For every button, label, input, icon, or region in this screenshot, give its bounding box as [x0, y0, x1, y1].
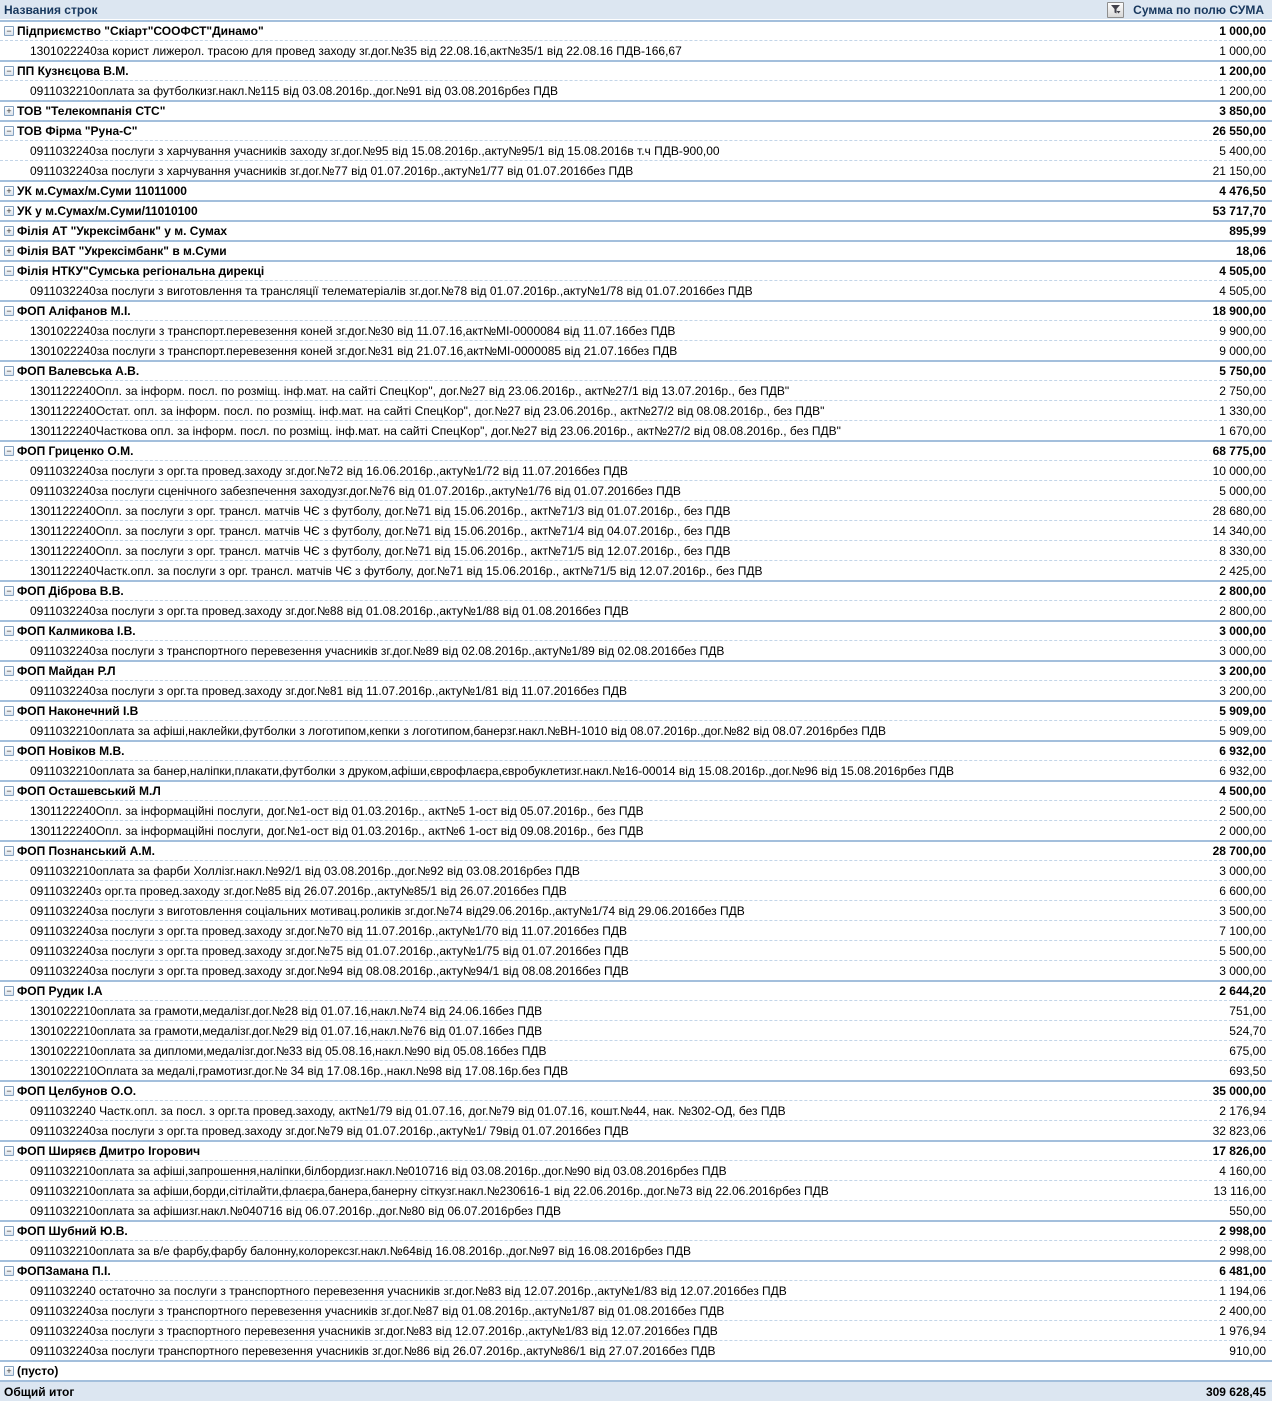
value-header-group [1107, 2, 1272, 18]
group-row[interactable] [0, 580, 1272, 600]
row-value: 2 800,00 [1219, 584, 1266, 598]
detail-row[interactable] [0, 540, 1272, 560]
detail-row[interactable] [0, 760, 1272, 780]
detail-row[interactable] [0, 680, 1272, 700]
detail-row[interactable] [0, 720, 1272, 740]
row-value: 4 505,00 [1219, 283, 1266, 298]
collapse-icon[interactable]: − [4, 586, 14, 596]
row-label: Філія АТ "Укрексімбанк" у м. Сумах [17, 224, 228, 238]
collapse-icon[interactable]: − [4, 786, 14, 796]
detail-row[interactable] [0, 820, 1272, 840]
row-value: 3 000,00 [1219, 963, 1266, 978]
row-value: 6 932,00 [1219, 763, 1266, 778]
header-row [0, 0, 1272, 20]
detail-row[interactable] [0, 1180, 1272, 1200]
detail-row[interactable] [0, 1300, 1272, 1320]
row-value: 35 000,00 [1212, 1084, 1266, 1098]
row-value: 2 644,20 [1219, 984, 1266, 998]
row-label: 0911032240за послуги транспортного перевезення учасників зг.дог.№86 від 26.07.2016р.,акту№86/1 від 27.07.2016без ПДВ [30, 1343, 716, 1358]
row-value: 3 000,00 [1219, 643, 1266, 658]
row-label: 1301122240Остат. опл. за інформ. посл. по розміщ. інф.мат. на сайті СпецКор", дог.№27 від 23.06.2016р., акт№27/2 від 08.08.2016р., без ПДВ" [30, 403, 825, 418]
row-value: 3 200,00 [1219, 683, 1266, 698]
row-value: 7 100,00 [1219, 923, 1266, 938]
collapse-icon[interactable]: − [4, 1086, 14, 1096]
row-label: 0911032240за послуги з орг.та провед.заходу зг.дог.№70 від 11.07.2016р.,акту№1/70 від 11.07.2016без ПДВ [30, 923, 628, 938]
detail-row[interactable] [0, 1040, 1272, 1060]
row-value: 1 194,06 [1219, 1283, 1266, 1298]
detail-row[interactable] [0, 340, 1272, 360]
collapse-icon[interactable]: − [4, 446, 14, 456]
group-row[interactable] [0, 620, 1272, 640]
detail-row[interactable] [0, 1100, 1272, 1120]
row-label: Філія ВАТ "Укрексімбанк" в м.Суми [17, 244, 227, 258]
detail-row[interactable] [0, 140, 1272, 160]
row-label: ФОП Калмикова І.В. [17, 624, 136, 638]
detail-row[interactable] [0, 460, 1272, 480]
row-label: 1301122240Опл. за послуги з орг. трансл. матчів ЧЄ з футболу, дог.№71 від 15.06.2016р., акт№71/3 від 01.07.2016р., без ПДВ [30, 503, 731, 518]
group-row[interactable] [0, 660, 1272, 680]
row-value: 895,99 [1229, 224, 1266, 238]
detail-row[interactable] [0, 960, 1272, 980]
detail-row[interactable] [0, 560, 1272, 580]
row-label: ФОП Майдан Р.Л [17, 664, 116, 678]
grand-total-row[interactable] [0, 1380, 1272, 1401]
expand-icon[interactable]: + [4, 1366, 14, 1376]
detail-row[interactable] [0, 500, 1272, 520]
row-label: ТОВ "Телекомпанія СТС" [17, 104, 166, 118]
row-label: 0911032240за послуги з транспортного перевезення учасників зг.дог.№89 від 02.08.2016р.,акту№1/89 від 02.08.2016без ПДВ [30, 643, 725, 658]
row-value: 1 330,00 [1219, 403, 1266, 418]
collapse-icon[interactable]: − [4, 366, 14, 376]
collapse-icon[interactable]: − [4, 666, 14, 676]
row-value: 9 900,00 [1219, 323, 1266, 338]
row-value: 4 476,50 [1219, 184, 1266, 198]
row-value: 1 000,00 [1219, 43, 1266, 58]
group-row[interactable] [0, 1260, 1272, 1280]
value-column-header[interactable]: Сумма по полю СУМА [1133, 2, 1264, 17]
detail-row[interactable] [0, 280, 1272, 300]
collapse-icon[interactable]: − [4, 306, 14, 316]
row-value: 6 481,00 [1219, 1264, 1266, 1278]
row-value: 751,00 [1229, 1003, 1266, 1018]
row-value: 5 909,00 [1219, 723, 1266, 738]
row-value: 693,50 [1229, 1063, 1266, 1078]
row-value: 5 500,00 [1219, 943, 1266, 958]
group-row[interactable] [0, 1360, 1272, 1380]
row-label: 1301122240Опл. за інформаційні послуги, дог.№1-ост від 01.03.2016р., акт№6 1-ост від 09.08.2016р., без ПДВ [30, 823, 644, 838]
row-value: 28 680,00 [1212, 503, 1266, 518]
detail-row[interactable] [0, 480, 1272, 500]
row-label: 0911032240за послуги з орг.та провед.заходу зг.дог.№79 від 01.07.2016р.,акту№1/ 79від 01.07.2016без ПДВ [30, 1123, 629, 1138]
row-value: 4 160,00 [1219, 1163, 1266, 1178]
filter-icon[interactable] [1107, 2, 1124, 18]
group-row[interactable] [0, 1140, 1272, 1160]
row-value: 1 976,94 [1219, 1323, 1266, 1338]
row-label: ФОП Аліфанов М.І. [17, 304, 131, 318]
row-value: 28 700,00 [1212, 844, 1266, 858]
row-label: ФОП Наконечний І.В [17, 704, 139, 718]
row-label: ФОПЗамана П.І. [17, 1264, 111, 1278]
row-label: УК м.Сумах/м.Суми 11011000 [17, 184, 187, 198]
row-value: 910,00 [1229, 1343, 1266, 1358]
row-value: 26 550,00 [1212, 124, 1266, 138]
row-value: 2 998,00 [1219, 1224, 1266, 1238]
row-label: 1301022240за послуги з транспорт.перевезення коней зг.дог.№31 від 21.07.16,акт№МІ-0000085 від 21.07.16без ПДВ [30, 343, 678, 358]
row-label: Філія НТКУ"Сумська регіональна дирекці [17, 264, 265, 278]
detail-row[interactable] [0, 1200, 1272, 1220]
collapse-icon[interactable]: − [4, 266, 14, 276]
row-value: 5 909,00 [1219, 704, 1266, 718]
grand-total-value: 309 628,45 [1205, 1384, 1266, 1399]
detail-row[interactable] [0, 1240, 1272, 1260]
expand-icon[interactable]: + [4, 106, 14, 116]
row-label: 1301022210оплата за грамоти,медалізг.дог.№29 від 01.07.16,накл.№76 від 01.07.16без ПДВ [30, 1023, 543, 1038]
group-row[interactable] [0, 1080, 1272, 1100]
row-label: ФОП Шубний Ю.В. [17, 1224, 128, 1238]
row-value: 2 998,00 [1219, 1243, 1266, 1258]
detail-row[interactable] [0, 80, 1272, 100]
row-value: 53 717,70 [1212, 204, 1266, 218]
row-label: 0911032210оплата за афішизг.накл.№040716 від 06.07.2016р.,дог.№80 від 06.07.2016рбез ПДВ [30, 1203, 561, 1218]
group-row[interactable] [0, 980, 1272, 1000]
row-label: 0911032240 остаточно за послуги з транспортного перевезення учасників зг.дог.№83 від 12.07.2016р.,акту№1/83 від 12.07.2016без ПДВ [30, 1283, 787, 1298]
row-value: 2 425,00 [1219, 563, 1266, 578]
group-row[interactable] [0, 200, 1272, 220]
row-value: 1 200,00 [1219, 83, 1266, 98]
row-value: 2 176,94 [1219, 1103, 1266, 1118]
row-label: 0911032240за послуги з траспортного перевезення учасників зг.дог.№83 від 12.07.2016р.,акту№1/83 від 12.07.2016без ПДВ [30, 1323, 718, 1338]
row-value: 6 932,00 [1219, 744, 1266, 758]
row-label: ФОП Рудик І.А [17, 984, 103, 998]
group-row[interactable] [0, 700, 1272, 720]
row-label: ФОП Гриценко О.М. [17, 444, 134, 458]
row-label: ФОП Осташевський М.Л [17, 784, 161, 798]
grand-total-label: Общий итог [4, 1384, 75, 1399]
group-row[interactable] [0, 780, 1272, 800]
row-label: ПП Кузнєцова В.М. [17, 64, 129, 78]
row-value: 3 200,00 [1219, 664, 1266, 678]
collapse-icon[interactable]: − [4, 126, 14, 136]
row-label: ФОП Валевська А.В. [17, 364, 140, 378]
row-value: 21 150,00 [1212, 163, 1266, 178]
row-value: 2 400,00 [1219, 1303, 1266, 1318]
row-value: 524,70 [1229, 1023, 1266, 1038]
detail-row[interactable] [0, 320, 1272, 340]
collapse-icon[interactable]: − [4, 846, 14, 856]
row-label: (пусто) [17, 1364, 59, 1378]
group-row[interactable] [0, 100, 1272, 120]
detail-row[interactable] [0, 920, 1272, 940]
detail-row[interactable] [0, 1340, 1272, 1360]
funnel-glyph [1110, 4, 1121, 15]
pivot-rows [0, 20, 1272, 1380]
row-value: 2 500,00 [1219, 803, 1266, 818]
detail-row[interactable] [0, 160, 1272, 180]
row-label: 0911032210оплата за афіші,запрошення,наліпки,білбордизг.накл.№010716 від 03.08.2016р.,дог.№90 від 03.08.2016рбез ПДВ [30, 1163, 727, 1178]
group-row[interactable] [0, 300, 1272, 320]
row-value: 550,00 [1229, 1203, 1266, 1218]
row-value: 1 670,00 [1219, 423, 1266, 438]
detail-row[interactable] [0, 40, 1272, 60]
row-label: 1301122240Часткова опл. за інформ. посл. по розміщ. інф.мат. на сайті СпецКор", дог.№27 від 23.06.2016р., акт№27/2 від 08.08.2016р., без ПДВ" [30, 423, 841, 438]
detail-row[interactable] [0, 1120, 1272, 1140]
collapse-icon[interactable]: − [4, 1266, 14, 1276]
collapse-icon[interactable]: − [4, 706, 14, 716]
row-label: 0911032210оплата за фарби Холлізг.накл.№92/1 від 03.08.2016р.,дог.№92 від 03.08.2016рбез ПДВ [30, 863, 580, 878]
row-label: ФОП Новіков М.В. [17, 744, 125, 758]
row-label: Підприємство "Скіарт"СООФСТ"Динамо" [17, 24, 264, 38]
group-row[interactable] [0, 60, 1272, 80]
group-row[interactable] [0, 1220, 1272, 1240]
row-value: 4 500,00 [1219, 784, 1266, 798]
detail-row[interactable] [0, 400, 1272, 420]
row-label: 0911032240за послуги з харчування учасників заходу зг.дог.№95 від 15.08.2016р.,акту№95/1 від 15.08.2016в т.ч ПДВ-900,00 [30, 143, 720, 158]
collapse-icon[interactable]: − [4, 26, 14, 36]
row-value: 10 000,00 [1212, 463, 1266, 478]
row-value: 6 600,00 [1219, 883, 1266, 898]
collapse-icon[interactable]: − [4, 746, 14, 756]
row-label: ФОП Ширяєв Дмитро Ігорович [17, 1144, 201, 1158]
row-label: ФОП Діброва В.В. [17, 584, 124, 598]
detail-row[interactable] [0, 1320, 1272, 1340]
row-label: 0911032240за послуги з орг.та провед.заходу зг.дог.№94 від 08.08.2016р.,акту№94/1 від 08.08.2016без ПДВ [30, 963, 629, 978]
row-label: 1301122240Опл. за послуги з орг. трансл. матчів ЧЄ з футболу, дог.№71 від 15.06.2016р., акт№71/4 від 04.07.2016р., без ПДВ [30, 523, 731, 538]
row-label: 0911032240за послуги з орг.та провед.заходу зг.дог.№88 від 01.08.2016р.,акту№1/88 від 01.08.2016без ПДВ [30, 603, 629, 618]
detail-row[interactable] [0, 860, 1272, 880]
row-value: 2 000,00 [1219, 823, 1266, 838]
collapse-icon[interactable]: − [4, 66, 14, 76]
expand-icon[interactable]: + [4, 206, 14, 216]
group-row[interactable] [0, 440, 1272, 460]
group-row[interactable] [0, 120, 1272, 140]
row-label: 1301122240Опл. за інформ. посл. по розміщ. інф.мат. на сайті СпецКор", дог.№27 від 23.06.2016р., акт№27/1 від 13.07.2016р., без ПДВ" [30, 383, 790, 398]
row-label: 1301022210оплата за грамоти,медалізг.дог.№28 від 01.07.16,накл.№74 від 24.06.16без ПДВ [30, 1003, 543, 1018]
group-row[interactable] [0, 220, 1272, 240]
row-value: 5 400,00 [1219, 143, 1266, 158]
row-label: 1301122240Опл. за інформаційні послуги, дог.№1-ост від 01.03.2016р., акт№5 1-ост від 05.07.2016р., без ПДВ [30, 803, 644, 818]
detail-row[interactable] [0, 1160, 1272, 1180]
group-row[interactable] [0, 240, 1272, 260]
expand-icon[interactable]: + [4, 186, 14, 196]
row-value: 3 000,00 [1219, 624, 1266, 638]
row-value: 4 505,00 [1219, 264, 1266, 278]
row-value: 3 000,00 [1219, 863, 1266, 878]
row-label: 0911032240за послуги з орг.та провед.заходу зг.дог.№75 від 01.07.2016р.,акту№1/75 від 01.07.2016без ПДВ [30, 943, 629, 958]
row-value: 68 775,00 [1212, 444, 1266, 458]
row-label: 0911032240за послуги з виготовлення та трансляції телематеріалів зг.дог.№78 від 01.07.2016р.,акту№1/78 від 01.07.2016без ПДВ [30, 283, 753, 298]
row-label: 0911032210оплата за в/е фарбу,фарбу балонну,колорексзг.накл.№64від 16.08.2016р.,дог.№97 від 16.08.2016рбез ПДВ [30, 1243, 692, 1258]
row-value: 8 330,00 [1219, 543, 1266, 558]
detail-row[interactable] [0, 940, 1272, 960]
row-label: 0911032240за послуги з орг.та провед.заходу зг.дог.№72 від 16.06.2016р.,акту№1/72 від 11.07.2016без ПДВ [30, 463, 628, 478]
row-value: 2 800,00 [1219, 603, 1266, 618]
row-label: 0911032240з орг.та провед.заходу зг.дог.№85 від 26.07.2016р.,акту№85/1 від 26.07.2016без ПДВ [30, 883, 567, 898]
row-label: 0911032240за послуги з транспортного перевезення учасників зг.дог.№87 від 01.08.2016р.,акту№1/87 від 01.08.2016без ПДВ [30, 1303, 725, 1318]
row-label: ТОВ Фірма "Руна-С" [17, 124, 138, 138]
row-value: 9 000,00 [1219, 343, 1266, 358]
row-value: 675,00 [1229, 1043, 1266, 1058]
detail-row[interactable] [0, 600, 1272, 620]
row-value: 14 340,00 [1212, 523, 1266, 538]
row-value: 2 750,00 [1219, 383, 1266, 398]
row-label: УК у м.Сумах/м.Суми/11010100 [17, 204, 198, 218]
row-label: 0911032240за послуги з харчування учасників зг.дог.№77 від 01.07.2016р.,акту№1/77 від 01.07.2016без ПДВ [30, 163, 634, 178]
expand-icon[interactable]: + [4, 246, 14, 256]
collapse-icon[interactable]: − [4, 626, 14, 636]
row-label: 0911032210оплата за афіші,наклейки,футболки з логотипом,кепки з логотипом,банерзг.накл.№ВН-1010 від 08.07.2016р.,дог.№82 від 08.07.2016рбез ПДВ [30, 723, 886, 738]
row-label: ФОП Познанський А.М. [17, 844, 155, 858]
row-label: 1301122240Опл. за послуги з орг. трансл. матчів ЧЄ з футболу, дог.№71 від 15.06.2016р., акт№71/5 від 12.07.2016р., без ПДВ [30, 543, 731, 558]
row-label: 0911032240за послуги з виготовлення соціальних мотивац.роликів зг.дог.№74 від29.06.2016р.,акту№1/74 від 29.06.2016без ПДВ [30, 903, 745, 918]
row-value: 18 900,00 [1212, 304, 1266, 318]
group-row[interactable] [0, 360, 1272, 380]
row-value: 5 750,00 [1219, 364, 1266, 378]
row-label: 1301022240за корист лижерол. трасою для провед заходу зг.дог.№35 від 22.08.16,акт№35/1 від 22.08.16 ПДВ-166,67 [30, 43, 682, 58]
expand-icon[interactable]: + [4, 226, 14, 236]
group-row[interactable] [0, 20, 1272, 40]
detail-row[interactable] [0, 880, 1272, 900]
row-value: 17 826,00 [1212, 1144, 1266, 1158]
collapse-icon[interactable]: − [4, 1226, 14, 1236]
row-value: 5 000,00 [1219, 483, 1266, 498]
row-value: 1 000,00 [1219, 24, 1266, 38]
detail-row[interactable] [0, 1000, 1272, 1020]
detail-row[interactable] [0, 1020, 1272, 1040]
detail-row[interactable] [0, 900, 1272, 920]
collapse-icon[interactable]: − [4, 1146, 14, 1156]
row-value: 1 200,00 [1219, 64, 1266, 78]
group-row[interactable] [0, 840, 1272, 860]
detail-row[interactable] [0, 1060, 1272, 1080]
row-label: 0911032240за послуги сценічного забезпечення заходузг.дог.№76 від 01.07.2016р.,акту№1/76 від 01.07.2016без ПДВ [30, 483, 681, 498]
group-row[interactable] [0, 260, 1272, 280]
detail-row[interactable] [0, 1280, 1272, 1300]
row-label: 1301022210оплата за дипломи,медалізг.дог.№33 від 05.08.16,накл.№90 від 05.08.16без ПДВ [30, 1043, 547, 1058]
row-label: 0911032240за послуги з орг.та провед.заходу зг.дог.№81 від 11.07.2016р.,акту№1/81 від 11.07.2016без ПДВ [30, 683, 628, 698]
row-value: 3 850,00 [1219, 104, 1266, 118]
row-value: 13 116,00 [1213, 1183, 1266, 1198]
row-labels-header[interactable]: Названия строк [4, 2, 98, 17]
row-value: 3 500,00 [1219, 903, 1266, 918]
row-label: ФОП Целбунов О.О. [17, 1084, 137, 1098]
group-row[interactable] [0, 740, 1272, 760]
detail-row[interactable] [0, 800, 1272, 820]
detail-row[interactable] [0, 420, 1272, 440]
row-label: 0911032210оплата за футболкизг.накл.№115 від 03.08.2016р.,дог.№91 від 03.08.2016рбез ПДВ [30, 83, 558, 98]
row-value: 32 823,06 [1212, 1123, 1266, 1138]
detail-row[interactable] [0, 380, 1272, 400]
row-label: 0911032210оплата за банер,наліпки,плакати,футболки з друком,афіши,єврофлаєра,євробуклетизг.накл.№16-00014 від 15.08.2016р.,дог.№96 від 15.08.2016рбез ПДВ [30, 763, 955, 778]
row-label: 0911032240 Частк.опл. за посл. з орг.та провед.заходу, акт№1/79 від 01.07.16, дог.№79 від 01.07.16, кошт.№44, нак. №302-ОД, без ПДВ [30, 1103, 786, 1118]
detail-row[interactable] [0, 520, 1272, 540]
row-label: 0911032210оплата за афіши,борди,сітілайти,флаєра,банера,банерну сіткузг.накл.№230616-1 від 22.06.2016р.,дог.№73 від 22.06.2016рбез ПДВ [30, 1183, 829, 1198]
row-label: 1301022240за послуги з транспорт.перевезення коней зг.дог.№30 від 11.07.16,акт№МІ-0000084 від 11.07.16без ПДВ [30, 323, 676, 338]
row-value: 18,06 [1235, 244, 1266, 258]
detail-row[interactable] [0, 640, 1272, 660]
group-row[interactable] [0, 180, 1272, 200]
row-label: 1301122240Частк.опл. за послуги з орг. трансл. матчів ЧЄ з футболу, дог.№71 від 15.06.2016р., акт№71/5 від 12.07.2016р., без ПДВ [30, 563, 763, 578]
row-label: 1301022210Оплата за медалі,грамотизг.дог.№ 34 від 17.08.16р.,накл.№98 від 17.08.16р.без ПДВ [30, 1063, 569, 1078]
collapse-icon[interactable]: − [4, 986, 14, 996]
